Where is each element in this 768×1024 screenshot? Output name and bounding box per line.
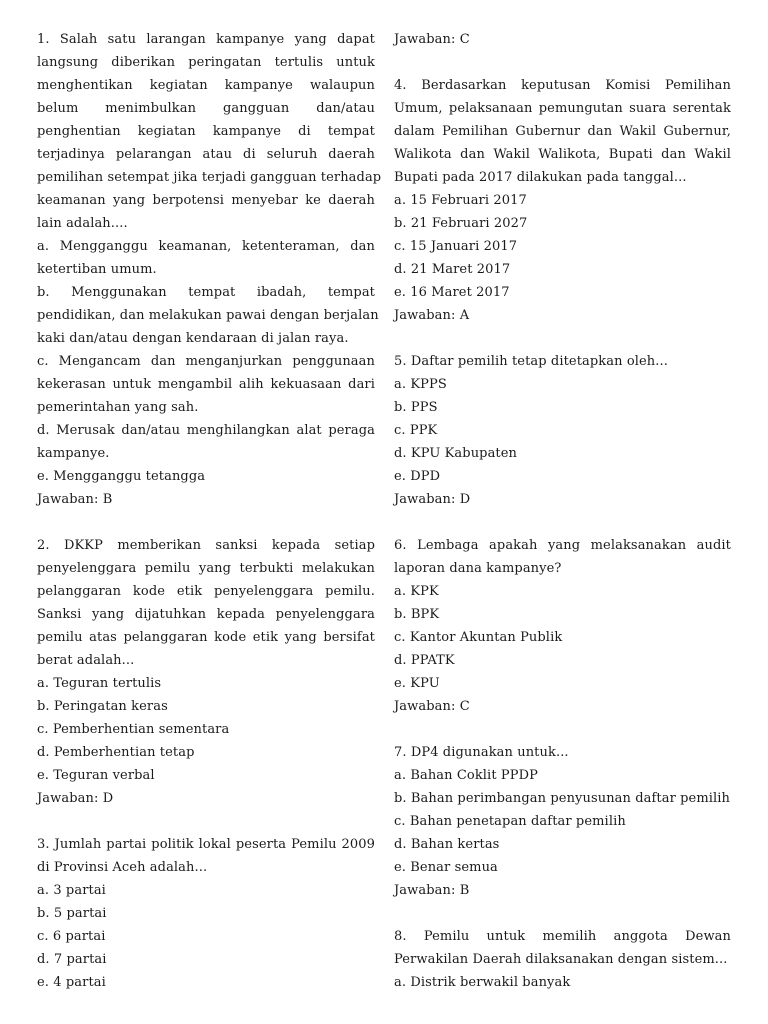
right-text-line: Jawaban: A xyxy=(394,308,470,323)
left-text-line: d. 7 partai xyxy=(37,952,107,967)
left-text-line: kekerasan untuk mengambil alih kekuasaan dari xyxy=(37,377,375,392)
left-text-line: e. 4 partai xyxy=(37,975,106,990)
right-text-line: Umum, pelaksanaan pemungutan suara serentak xyxy=(394,101,731,116)
right-text-line: b. 21 Februari 2027 xyxy=(394,216,528,231)
left-text-line: berat adalah... xyxy=(37,653,135,668)
left-text-line: 2. DKKP memberikan sanksi kepada setiap xyxy=(37,538,375,553)
right-text-line: b. PPS xyxy=(394,400,438,415)
right-text-line: c. 15 Januari 2017 xyxy=(394,239,518,254)
left-text-line: e. Mengganggu tetangga xyxy=(37,469,206,484)
left-text-line: kampanye. xyxy=(37,446,110,461)
left-text-line: e. Teguran verbal xyxy=(37,768,155,783)
left-text-line: Jawaban: B xyxy=(37,492,113,507)
right-text-line: 7. DP4 digunakan untuk... xyxy=(394,745,569,760)
right-text-line: e. DPD xyxy=(394,469,441,484)
right-text-line: 5. Daftar pemilih tetap ditetapkan oleh... xyxy=(394,354,668,369)
left-text-line: b. Menggunakan tempat ibadah, tempat xyxy=(37,285,375,300)
right-text-line: 4. Berdasarkan keputusan Komisi Pemilihan xyxy=(394,78,731,93)
right-text-line: Perwakilan Daerah dilaksanakan dengan sistem... xyxy=(394,952,728,967)
left-text-line: kaki dan/atau dengan kendaraan di jalan raya. xyxy=(37,331,349,346)
right-text-line: b. Bahan perimbangan penyusunan daftar pemilih xyxy=(394,791,731,806)
left-text-line: b. Peringatan keras xyxy=(37,699,168,714)
right-text-line: b. BPK xyxy=(394,607,440,622)
left-text-line: pelanggaran kode etik penyelenggara pemilu. xyxy=(37,584,375,599)
left-text-line: keamanan yang berpotensi menyebar ke daerah xyxy=(37,193,375,208)
left-text-line: pemilu atas pelanggaran kode etik yang bersifat xyxy=(37,630,375,645)
right-text-line: e. Benar semua xyxy=(394,860,498,875)
left-text-line: b. 5 partai xyxy=(37,906,107,921)
right-blank-line xyxy=(394,902,731,925)
left-text-line: 1. Salah satu larangan kampanye yang dapat xyxy=(37,32,375,47)
left-text-line: penghentian kegiatan kampanye di tempat xyxy=(37,124,375,139)
left-text-line: d. Pemberhentian tetap xyxy=(37,745,195,760)
right-blank-line xyxy=(394,511,731,534)
left-text-line: c. Pemberhentian sementara xyxy=(37,722,230,737)
left-text-line: pendidikan, dan melakukan pawai dengan berjalan xyxy=(37,308,379,323)
right-text-line: a. Distrik berwakil banyak xyxy=(394,975,571,990)
right-text-line: c. Kantor Akuntan Publik xyxy=(394,630,563,645)
left-blank-line xyxy=(37,810,375,833)
left-text-line: pemerintahan yang sah. xyxy=(37,400,199,415)
right-text-line: c. Bahan penetapan daftar pemilih xyxy=(394,814,626,829)
left-text-line: c. Mengancam dan menganjurkan penggunaan xyxy=(37,354,375,369)
left-text-line: pemilihan setempat jika terjadi gangguan terhadap xyxy=(37,170,382,185)
right-text-line: a. Bahan Coklit PPDP xyxy=(394,768,538,783)
right-text-line: a. 15 Februari 2017 xyxy=(394,193,527,208)
right-text-line: Jawaban: D xyxy=(394,492,471,507)
left-text-line: Jawaban: D xyxy=(37,791,114,806)
right-text-line: Jawaban: B xyxy=(394,883,470,898)
right-text-line: Jawaban: C xyxy=(394,32,470,47)
right-text-line: Walikota dan Wakil Walikota, Bupati dan Wakil xyxy=(394,147,731,162)
left-text-line: 3. Jumlah partai politik lokal peserta Pemilu 2009 xyxy=(37,837,375,852)
left-text-line: belum menimbulkan gangguan dan/atau xyxy=(37,101,375,116)
left-text-column xyxy=(37,28,382,994)
right-text-line: d. KPU Kabupaten xyxy=(394,446,518,461)
right-text-column xyxy=(394,28,731,994)
right-text-line: d. 21 Maret 2017 xyxy=(394,262,511,277)
left-text-line: a. Mengganggu keamanan, ketenteraman, dan xyxy=(37,239,375,254)
right-text-line: e. 16 Maret 2017 xyxy=(394,285,510,300)
right-blank-line xyxy=(394,327,731,350)
right-text-line: e. KPU xyxy=(394,676,440,691)
right-text-line: dalam Pemilihan Gubernur dan Wakil Gubernur, xyxy=(394,124,731,139)
left-text-line: di Provinsi Aceh adalah... xyxy=(37,860,208,875)
left-text-line: d. Merusak dan/atau menghilangkan alat peraga xyxy=(37,423,375,438)
left-text-line: lain adalah.... xyxy=(37,216,128,231)
left-text-line: ketertiban umum. xyxy=(37,262,157,277)
right-text-line: laporan dana kampanye? xyxy=(394,561,562,576)
left-text-line: terjadinya pelarangan atau di seluruh daerah xyxy=(37,147,375,162)
right-blank-line xyxy=(394,51,731,74)
right-blank-line xyxy=(394,718,731,741)
right-text-line: Bupati pada 2017 dilakukan pada tanggal... xyxy=(394,170,687,185)
left-text-line: penyelenggara pemilu yang terbukti melakukan xyxy=(37,561,375,576)
left-blank-line xyxy=(37,511,375,534)
left-text-line: Sanksi yang dijatuhkan kepada penyelenggara xyxy=(37,607,375,622)
right-text-line: d. PPATK xyxy=(394,653,455,668)
right-text-line: c. PPK xyxy=(394,423,438,438)
right-text-line: Jawaban: C xyxy=(394,699,470,714)
left-text-line: menghentikan kegiatan kampanye walaupun xyxy=(37,78,375,93)
left-text-line: a. Teguran tertulis xyxy=(37,676,162,691)
right-text-line: a. KPK xyxy=(394,584,439,599)
right-text-line: 6. Lembaga apakah yang melaksanakan audit xyxy=(394,538,731,553)
right-text-line: d. Bahan kertas xyxy=(394,837,500,852)
right-text-line: 8. Pemilu untuk memilih anggota Dewan xyxy=(394,929,731,944)
left-text-line: c. 6 partai xyxy=(37,929,106,944)
left-text-line: a. 3 partai xyxy=(37,883,106,898)
right-text-line: a. KPPS xyxy=(394,377,447,392)
left-text-line: langsung diberikan peringatan tertulis untuk xyxy=(37,55,375,70)
